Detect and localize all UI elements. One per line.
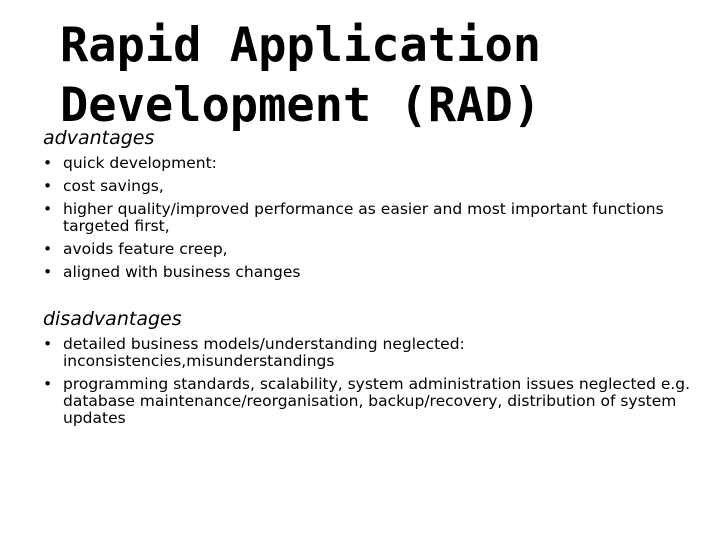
- advantages-list: [43, 155, 703, 281]
- list-item-text: avoids feature creep,: [63, 240, 228, 258]
- list-item-text: aligned with business changes: [63, 263, 301, 281]
- advantages-heading: advantages: [43, 127, 155, 149]
- disadvantages-section: [43, 306, 703, 433]
- bullet-icon: •: [43, 263, 53, 281]
- list-item-text: detailed business models/understanding neglected: inconsistencies,misunderstandings: [63, 335, 465, 370]
- list-item: [43, 264, 703, 281]
- list-item-text: cost savings,: [63, 177, 164, 195]
- title-line-1: Rapid Application: [60, 18, 542, 73]
- list-item-text: quick development:: [63, 154, 217, 172]
- list-item: [43, 376, 703, 427]
- slide-title: [60, 16, 541, 136]
- list-item: [43, 178, 703, 195]
- list-item: [43, 241, 703, 258]
- bullet-icon: •: [43, 200, 53, 218]
- title-line-2: Development (RAD): [60, 78, 542, 133]
- bullet-icon: •: [43, 154, 53, 172]
- list-item: [43, 155, 703, 172]
- bullet-icon: •: [43, 335, 53, 353]
- list-item-text: programming standards, scalability, system administration issues neglected e.g. database maintenance/reorganisation, backup/recovery, distribution of system updates: [63, 375, 691, 427]
- list-item: [43, 336, 703, 370]
- list-item-text: higher quality/improved performance as easier and most important functions targeted first,: [63, 200, 664, 235]
- bullet-icon: •: [43, 375, 53, 393]
- advantages-section: [43, 125, 703, 287]
- disadvantages-list: [43, 336, 703, 427]
- bullet-icon: •: [43, 177, 53, 195]
- bullet-icon: •: [43, 240, 53, 258]
- list-item: [43, 201, 703, 235]
- disadvantages-heading: disadvantages: [43, 308, 182, 330]
